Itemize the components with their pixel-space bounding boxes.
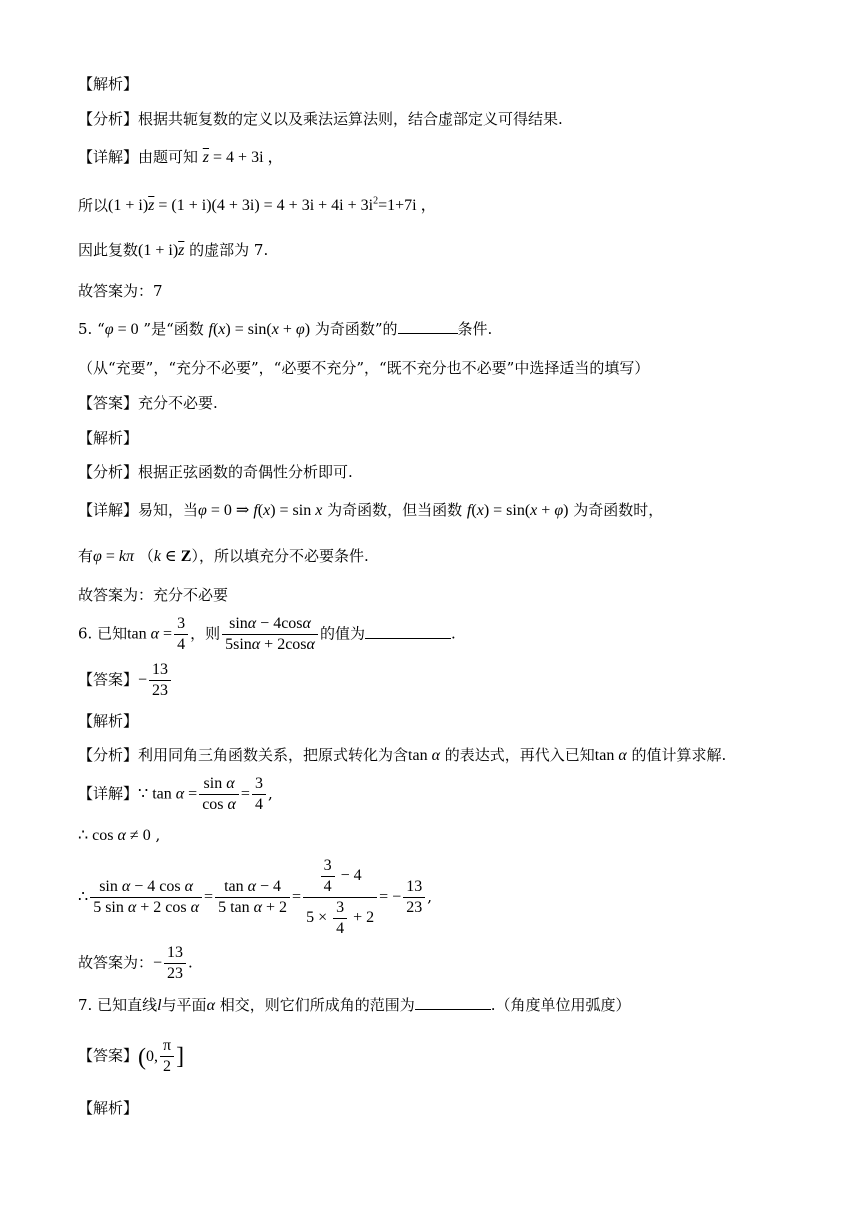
q5-final: 故答案为：充分不必要 — [78, 586, 229, 604]
answer-line: 故答案为：7 — [78, 282, 163, 300]
q5-detail-2: 有φ = kπ （k ∈ Z），所以填充分不必要条件. — [78, 547, 369, 565]
detail-line-1: 【详解】由题可知 $\overline{z} = 4 + 3i$ ， — [78, 148, 284, 166]
q5-detail-1: 【详解】易知，当φ = 0 ⇒ f(x) = sin x 为奇函数，但当函数 f(x) = sin(x + φ) 为奇函数时， — [78, 501, 664, 519]
question-5: 5. “φ = 0 ”是“函数 f(x) = sin(x + φ) 为奇函数”的 条件. — [78, 320, 493, 338]
detail-line-3: 因此复数$(1 + i)\overline{z}$ 的虚部为 7. — [78, 241, 269, 259]
question-5-note: （从“充要”，“充分不必要”，“必要不充分”，“既不充分也不必要”中选择适当的填写） — [78, 359, 650, 377]
q7-answer: 【答案】(0, $\frac{\pi}{2}$ ] — [78, 1037, 185, 1075]
q6-detail-1: 【详解】∵ tan α = $\frac{\text{sin α}}{\text{cos α}}$ = $\frac{3}{4}$ , — [78, 775, 273, 813]
q6-detail-3: ∴ $\frac{\text{sin α − 4 cos α}}{\text{5 sin α + 2 cos α}}$ = $\frac{\text{tan α − 4}}{\text{5 tan α + 2}}$ = $\frac{3}{4}$ − 4 5 × $\frac{3}{4}$ + 2 = − $\frac{13}{23}$ , — [78, 857, 432, 937]
question-7: 7. 已知直线l与平面α 相交，则它们所成角的范围为 .（角度单位用弧度） — [78, 996, 631, 1014]
question-6: 6. 已知tan α = $\frac{3}{4}$ ，则 $\frac{\sin\alpha - 4\cos\alpha}{5\sin\alpha + 2\cos\alpha}$ 的值为 . — [78, 615, 456, 653]
q6-analysis-label: 【解析】 — [78, 712, 139, 730]
q5-analysis: 【分析】根据正弦函数的奇偶性分析即可. — [78, 463, 353, 481]
q7-analysis-label: 【解析】 — [78, 1099, 139, 1117]
q6-final: 故答案为：− $\frac{13}{23}$ . — [78, 944, 193, 982]
detail-line-2: 所以$(1 + i)\overline{z} = (1 + i)(4 + 3i) = 4 + 3i + 4i + 3i^2=1+7i$ ， — [78, 196, 437, 215]
q6-analysis: 【分析】利用同角三角函数关系，把原式转化为含tan α 的表达式，再代入已知tan α 的值计算求解. — [78, 746, 727, 764]
q6-answer: 【答案】− $\frac{13}{23}$ — [78, 660, 173, 701]
q6-detail-2: ∴ cos α ≠ 0 , — [78, 826, 161, 844]
q5-analysis-label: 【解析】 — [78, 429, 139, 447]
label-analysis: 【解析】 — [78, 75, 139, 93]
analysis-line: 【分析】根据共轭复数的定义以及乘法运算法则，结合虚部定义可得结果. — [78, 110, 563, 128]
q5-answer: 【答案】充分不必要. — [78, 394, 218, 412]
